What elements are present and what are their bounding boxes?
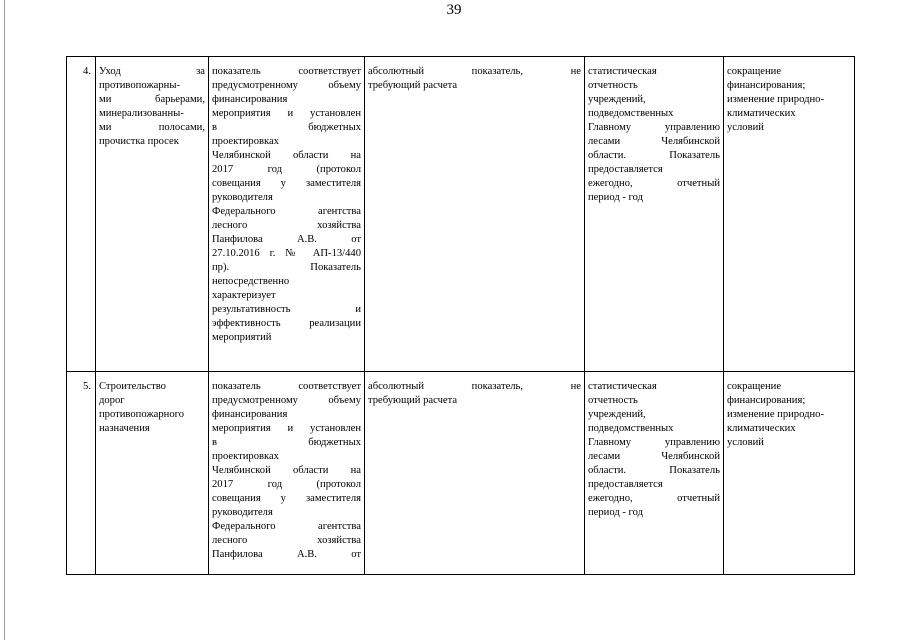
- cell-text-line: ежегодно, отчетный: [588, 178, 720, 189]
- cell-text-line: предусмотренному объему: [212, 395, 361, 406]
- cell-text-line: непосредственно: [212, 276, 290, 287]
- cell-text-line: Панфилова А.В. от: [212, 234, 361, 245]
- cell-text-line: минерализованны-: [99, 108, 184, 119]
- data-source-cell: [585, 57, 724, 372]
- cell-text-line: 27.10.2016 г. № АП-13/440: [212, 248, 361, 259]
- cell-text-line: 2017 год (протокол: [212, 479, 361, 490]
- row-number-cell: [67, 372, 96, 575]
- page-number: 39: [446, 2, 462, 18]
- data-source-cell: [585, 372, 724, 575]
- cell-text-line: Федерального агентства: [212, 206, 361, 217]
- cell-text-line: Уход за: [99, 66, 205, 77]
- cell-text-line: противопожарного: [99, 409, 185, 420]
- cell-text-line: подведомственных: [588, 108, 674, 119]
- cell-text-line: учреждений,: [588, 94, 646, 105]
- cell-text-line: противопожарны-: [99, 80, 180, 91]
- method-description-cell: [209, 57, 365, 372]
- cell-text-line: изменение природно-: [727, 409, 824, 420]
- cell-text-line: 2017 год (протокол: [212, 164, 361, 175]
- row-number: 5.: [83, 381, 91, 392]
- cell-text-line: ми полосами,: [99, 122, 205, 133]
- cell-text-line: финансирования;: [727, 80, 806, 91]
- method-description-cell: [209, 372, 365, 575]
- indicator-name-cell: [96, 372, 209, 575]
- cell-text-line: прочистка просек: [99, 136, 179, 147]
- cell-text-line: Главному управлению: [588, 437, 720, 448]
- cell-text-line: отчетность: [588, 395, 638, 406]
- cell-text-line: климатических: [727, 423, 796, 434]
- indicators-table: [66, 56, 855, 575]
- cell-text-line: показатель соответствует: [212, 66, 361, 77]
- cell-text-line: мероприятий: [212, 332, 272, 343]
- cell-text-line: области. Показатель: [588, 465, 720, 476]
- risk-factors-cell: [724, 57, 855, 372]
- calculation-cell: [365, 372, 585, 575]
- cell-text-line: период - год: [588, 192, 644, 203]
- cell-text-line: Панфилова А.В. от: [212, 549, 361, 560]
- cell-text-line: области. Показатель: [588, 150, 720, 161]
- cell-text-line: в бюджетных: [212, 122, 361, 133]
- row-number-cell: [67, 57, 96, 372]
- cell-text-line: климатических: [727, 108, 796, 119]
- cell-text-line: учреждений,: [588, 409, 646, 420]
- cell-text-line: предоставляется: [588, 479, 663, 490]
- cell-text-line: руководителя: [212, 192, 273, 203]
- cell-text-line: требующий расчета: [368, 80, 458, 91]
- cell-text-line: подведомственных: [588, 423, 674, 434]
- risk-factors-cell: [724, 372, 855, 575]
- cell-text-line: совещания у заместителя: [212, 178, 361, 189]
- cell-text-line: пр). Показатель: [212, 262, 361, 273]
- cell-text-line: ми барьерами,: [99, 94, 205, 105]
- cell-text-line: отчетность: [588, 80, 638, 91]
- cell-text-line: предоставляется: [588, 164, 663, 175]
- cell-text-line: Челябинской области на: [212, 465, 361, 476]
- cell-text-line: статистическая: [588, 66, 657, 77]
- cell-text-line: Челябинской области на: [212, 150, 361, 161]
- indicator-name-cell: [96, 57, 209, 372]
- cell-text-line: изменение природно-: [727, 94, 824, 105]
- cell-text-line: результативность и: [212, 304, 361, 315]
- cell-text-line: характеризует: [212, 290, 276, 301]
- cell-text-line: условий: [727, 437, 764, 448]
- cell-text-line: мероприятия и установлен: [212, 108, 361, 119]
- cell-text-line: требующий расчета: [368, 395, 458, 406]
- cell-text-line: Федерального агентства: [212, 521, 361, 532]
- cell-text-line: Строительство: [99, 381, 166, 392]
- cell-text-line: назначения: [99, 423, 150, 434]
- cell-text-line: лесного хозяйства: [212, 535, 361, 546]
- cell-text-line: проектировках: [212, 451, 279, 462]
- cell-text-line: лесами Челябинской: [588, 136, 720, 147]
- cell-text-line: мероприятия и установлен: [212, 423, 361, 434]
- cell-text-line: финансирования;: [727, 395, 806, 406]
- table-row: [67, 372, 855, 575]
- cell-text-line: дорог: [99, 395, 125, 406]
- cell-text-line: абсолютный показатель, не: [368, 381, 581, 392]
- cell-text-line: Главному управлению: [588, 122, 720, 133]
- cell-text-line: в бюджетных: [212, 437, 361, 448]
- page-left-edge-rule: [4, 0, 5, 640]
- cell-text-line: ежегодно, отчетный: [588, 493, 720, 504]
- cell-text-line: лесами Челябинской: [588, 451, 720, 462]
- cell-text-line: финансирования: [212, 94, 288, 105]
- calculation-cell: [365, 57, 585, 372]
- cell-text-line: абсолютный показатель, не: [368, 66, 581, 77]
- cell-text-line: эффективность реализации: [212, 318, 361, 329]
- row-number: 4.: [83, 66, 91, 77]
- cell-text-line: сокращение: [727, 66, 782, 77]
- cell-text-line: показатель соответствует: [212, 381, 361, 392]
- cell-text-line: финансирования: [212, 409, 288, 420]
- cell-text-line: период - год: [588, 507, 644, 518]
- table-row: [67, 57, 855, 372]
- cell-text-line: проектировках: [212, 136, 279, 147]
- cell-text-line: сокращение: [727, 381, 782, 392]
- cell-text-line: статистическая: [588, 381, 657, 392]
- cell-text-line: лесного хозяйства: [212, 220, 361, 231]
- cell-text-line: условий: [727, 122, 764, 133]
- cell-text-line: предусмотренному объему: [212, 80, 361, 91]
- cell-text-line: совещания у заместителя: [212, 493, 361, 504]
- cell-text-line: руководителя: [212, 507, 273, 518]
